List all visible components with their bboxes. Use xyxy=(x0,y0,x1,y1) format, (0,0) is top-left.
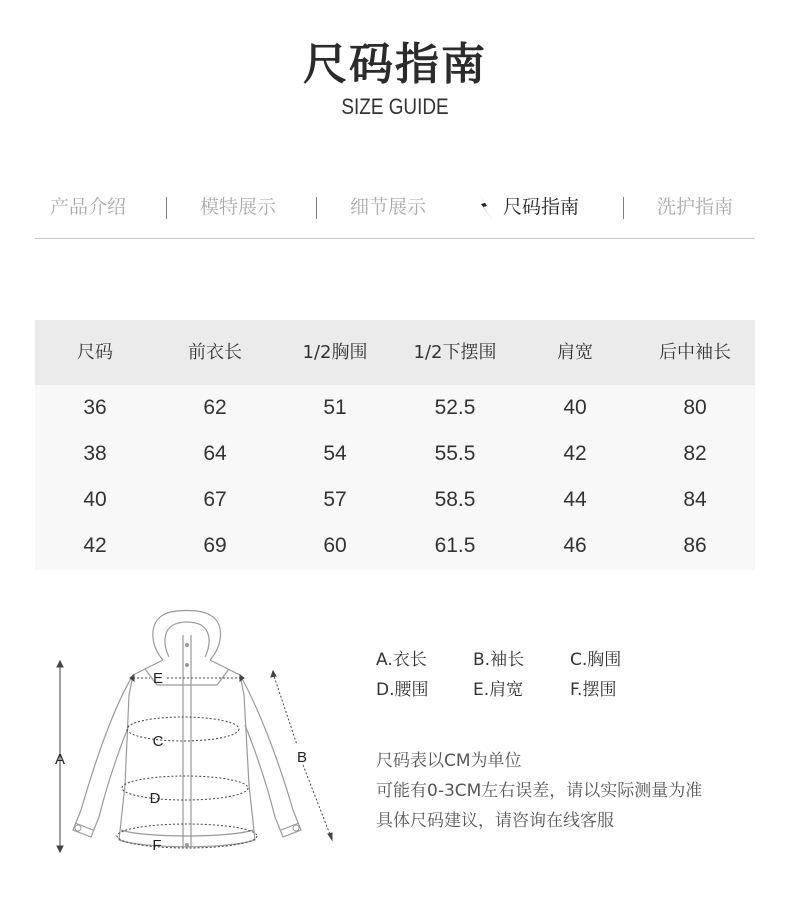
tabs-divider-line xyxy=(35,238,755,239)
table-cell: 42 xyxy=(83,534,107,557)
legend-item-chest: C.胸围 xyxy=(570,650,622,670)
table-cell: 57 xyxy=(323,488,347,511)
section-tabs xyxy=(35,188,755,226)
table-cell: 69 xyxy=(203,534,227,557)
column-header-size: 尺码 xyxy=(77,342,113,363)
measurement-labels xyxy=(55,670,307,854)
table-cell: 84 xyxy=(683,488,707,511)
jacket-measurement-diagram xyxy=(45,605,345,860)
legend-item-hem: F.摆围 xyxy=(570,680,617,700)
size-notes xyxy=(376,746,702,836)
tab-detail-display[interactable]: 细节展示 xyxy=(350,196,427,218)
legend-row xyxy=(376,645,667,675)
table-cell: 38 xyxy=(83,442,107,465)
label-f: F xyxy=(152,837,162,854)
table-row xyxy=(35,385,755,431)
table-cell: 60 xyxy=(323,534,347,557)
tab-divider xyxy=(166,197,167,219)
table-cell: 80 xyxy=(683,396,707,419)
tab-size-guide[interactable] xyxy=(475,188,579,226)
column-header-half-chest: 1/2胸围 xyxy=(302,342,368,363)
tab-divider xyxy=(316,197,317,219)
column-header-shoulder: 肩宽 xyxy=(557,342,593,363)
bolt-icon xyxy=(475,191,497,221)
legend-item-shoulder: E.肩宽 xyxy=(473,680,524,700)
tab-care-guide[interactable]: 洗护指南 xyxy=(657,196,734,218)
table-cell: 61.5 xyxy=(434,534,476,557)
column-header-front-length: 前衣长 xyxy=(188,342,242,363)
label-d: D xyxy=(149,790,161,807)
table-cell: 36 xyxy=(83,396,107,419)
label-c: C xyxy=(152,733,164,750)
tab-size-guide-label: 尺码指南 xyxy=(503,196,580,218)
table-cell: 54 xyxy=(323,442,347,465)
note-tolerance: 可能有0-3CM左右误差，请以实际测量为准 xyxy=(376,781,703,801)
size-table xyxy=(35,320,755,570)
table-cell: 86 xyxy=(683,534,707,557)
column-header-sleeve: 后中袖长 xyxy=(659,342,731,363)
jacket-buttons xyxy=(75,643,299,847)
table-cell: 52.5 xyxy=(434,396,476,419)
table-cell: 67 xyxy=(203,488,227,511)
tab-product-intro[interactable]: 产品介绍 xyxy=(50,196,127,218)
note-unit: 尺码表以CM为单位 xyxy=(376,751,522,771)
table-cell: 55.5 xyxy=(434,442,476,465)
table-cell: 40 xyxy=(563,396,587,419)
legend-item-length: A.衣长 xyxy=(376,650,427,670)
table-header-row xyxy=(35,320,755,385)
table-cell: 64 xyxy=(203,442,227,465)
label-a: A xyxy=(54,751,66,768)
measurement-legend xyxy=(376,645,667,705)
column-header-half-hem: 1/2下摆围 xyxy=(413,342,497,363)
legend-item-waist: D.腰围 xyxy=(376,680,429,700)
tab-model-display[interactable]: 模特展示 xyxy=(200,196,277,218)
page-title: 尺码指南 xyxy=(303,39,487,90)
label-e: E xyxy=(152,670,164,687)
page-subtitle: SIZE GUIDE xyxy=(341,94,449,119)
legend-row xyxy=(376,675,667,705)
table-cell: 51 xyxy=(323,396,347,419)
table-cell: 62 xyxy=(203,396,227,419)
table-row xyxy=(35,523,755,569)
table-cell: 44 xyxy=(563,488,587,511)
table-cell: 58.5 xyxy=(434,488,476,511)
table-cell: 42 xyxy=(563,442,587,465)
table-cell: 82 xyxy=(683,442,707,465)
table-row xyxy=(35,431,755,477)
legend-item-sleeve: B.袖长 xyxy=(473,650,525,670)
note-customer-service: 具体尺码建议，请咨询在线客服 xyxy=(376,811,614,831)
tab-divider xyxy=(623,197,624,219)
table-row xyxy=(35,477,755,523)
table-cell: 46 xyxy=(563,534,587,557)
table-body xyxy=(35,385,755,570)
table-cell: 40 xyxy=(83,488,107,511)
label-b: B xyxy=(296,749,308,766)
